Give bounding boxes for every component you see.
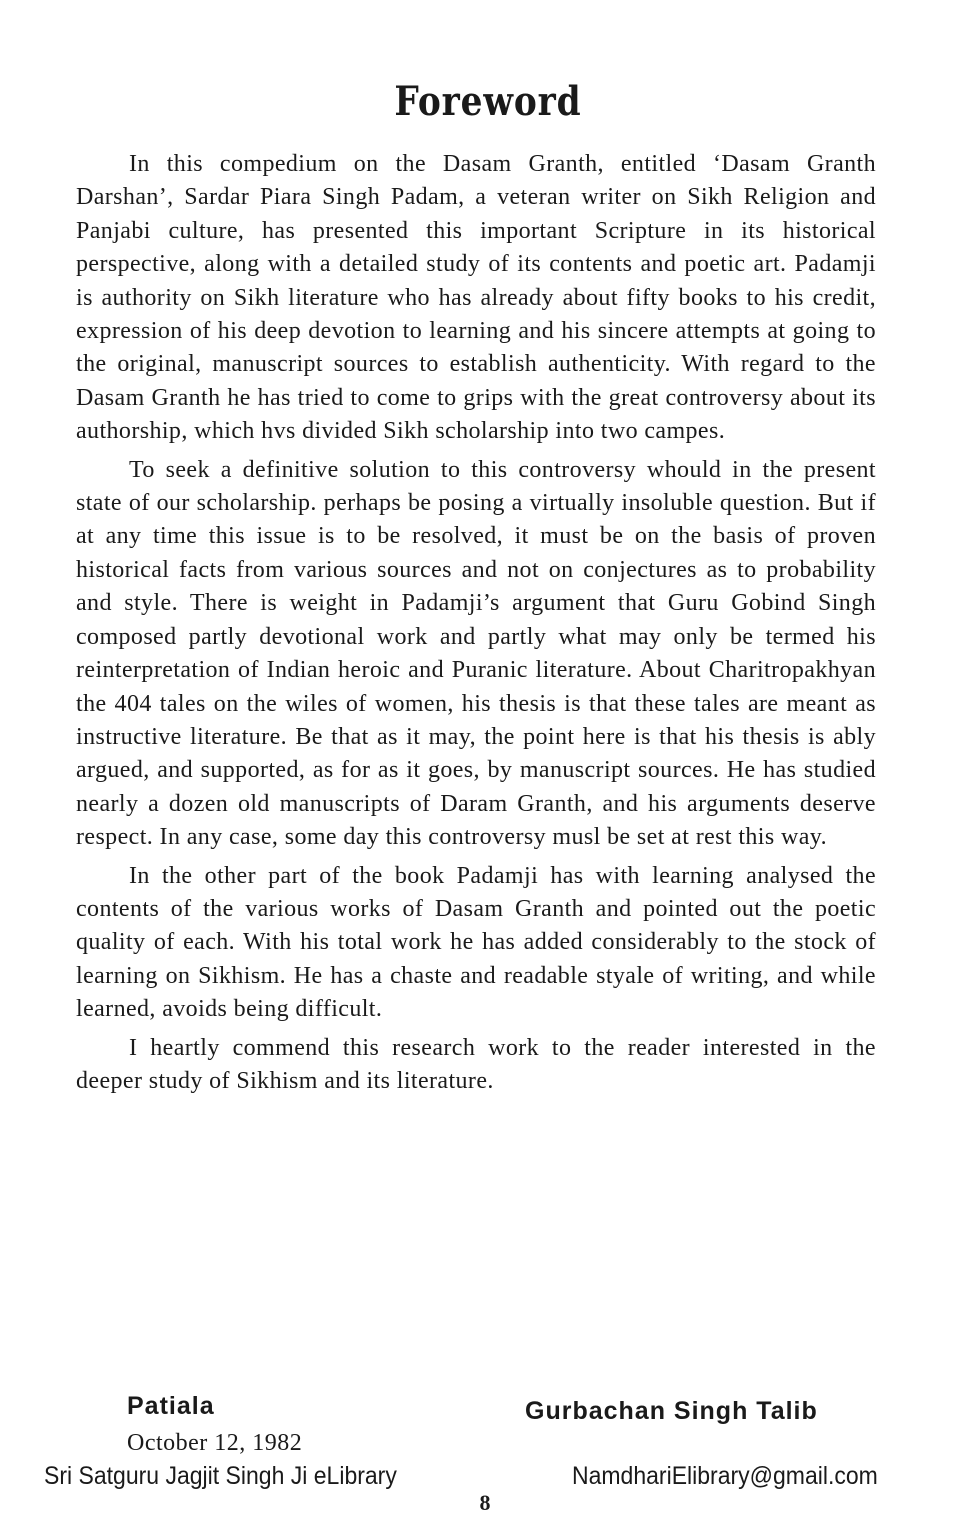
paragraph-1: In this compedium on the Dasam Granth, entitled ‘Dasam Granth Darshan’, Sardar Piara Singh Padam, a veteran writer on Sikh Religion and Panjabi culture, has presented this important Scripture in its historical perspective, along with a detailed study of its contents and poetic art. Padamji is authority on Sikh literature who has already about fifty books to his credit, expression of his deep devotion to learning and his sincere attempts at going to the original, manuscript sources to establish authenticity. With regard to the Dasam Granth he has tried to come to grips with the great controversy about its authorship, which hvs divided Sikh scholarship into two campes.	[76, 151, 876, 445]
footer-library-name: Sri Satguru Jagjit Singh Ji eLibrary	[44, 1462, 397, 1490]
page-number: 8	[479, 1490, 491, 1515]
paragraph-4: I heartly commend this research work to the reader interested in the deeper study of Sikhism and its literature.	[76, 1034, 876, 1094]
foreword-body	[76, 148, 876, 1103]
page-title: Foreword	[394, 78, 582, 125]
signature-author: Gurbachan Singh Talib	[525, 1397, 818, 1425]
footer-email: NamdhariElibrary@gmail.com	[572, 1462, 878, 1490]
signature-place: Patiala	[127, 1392, 215, 1420]
paragraph-3: In the other part of the book Padamji has with learning analysed the contents of the various works of Dasam Granth and pointed out the poetic quality of each. With his total work he has added considerably to the stock of learning on Sikhism. He has a chaste and readable styale of writing, and while learned, avoids being difficult.	[76, 862, 876, 1023]
paragraph-2: To seek a definitive solution to this controversy whould in the present state of our scholarship. perhaps be posing a virtually insoluble question. But if at any time this issue is to be resolved, it must be on the basis of proven historical facts from various sources and not on conjectures as to probability and style. There is weight in Padamji’s argument that Guru Gobind Singh composed partly devotional work and partly what may only be termed his reinterpretation of Indian heroic and Puranic literature. About Charitropakhyan the 404 tales on the wiles of women, his thesis is that these tales are meant as instructive literature. Be that as it may, the point here is that his thesis is ably argued, and supported, as for as it goes, by manuscript sources. He has studied nearly a dozen old manuscripts of Daram Granth, and his arguments deserve respect. In any case, some day this controversy musl be set at rest this way.	[76, 456, 876, 851]
signature-date: October 12, 1982	[127, 1430, 303, 1456]
